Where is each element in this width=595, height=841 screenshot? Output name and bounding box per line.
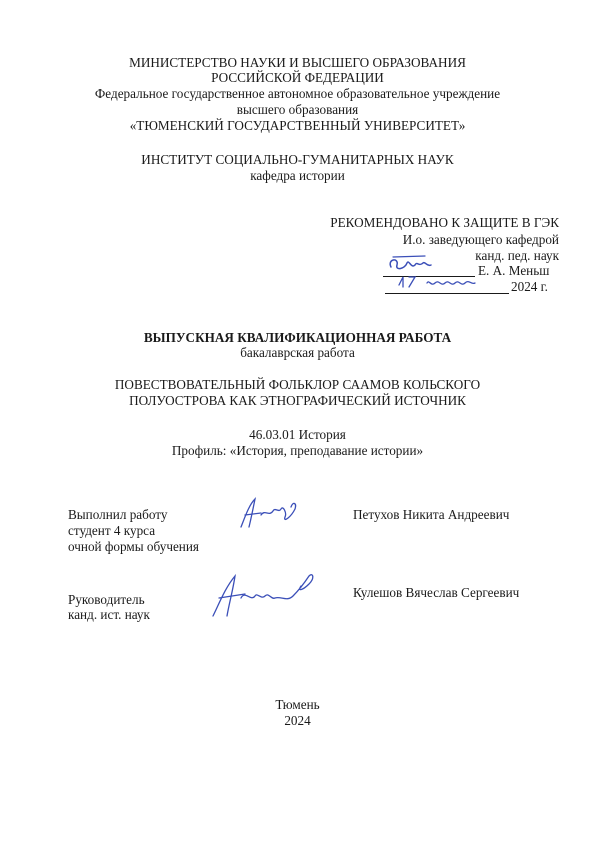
- supervisor-label-1: Руководитель: [68, 592, 145, 607]
- work-type: ВЫПУСКНАЯ КВАЛИФИКАЦИОННАЯ РАБОТА: [143, 330, 452, 345]
- author-label-3: очной формы обучения: [68, 539, 199, 554]
- program-code: 46.03.01 История: [249, 427, 346, 442]
- department-name: кафедра истории: [250, 168, 345, 183]
- approval-degree: канд. пед. наук: [475, 248, 559, 263]
- author-name: Петухов Никита Андреевич: [353, 507, 510, 522]
- approval-position: И.о. заведующего кафедрой: [402, 232, 559, 247]
- head-name: Е. А. Меньш: [478, 263, 550, 278]
- author-label-1: Выполнил работу: [68, 507, 168, 522]
- institution-type: Федеральное государственное автономное образовательное учреждение: [94, 86, 501, 101]
- ministry-line-1: МИНИСТЕРСТВО НАУКИ И ВЫСШЕГО ОБРАЗОВАНИЯ: [129, 55, 466, 70]
- approval-year: 2024 г.: [511, 279, 548, 294]
- institution-level: высшего образования: [236, 102, 359, 117]
- author-label-2: студент 4 курса: [68, 523, 156, 538]
- handwritten-date-icon: [395, 273, 495, 291]
- work-title-line-1: ПОВЕСТВОВАТЕЛЬНЫЙ ФОЛЬКЛОР СААМОВ КОЛЬСКОГО: [114, 377, 481, 392]
- city: Тюмень: [275, 697, 320, 712]
- work-subtype: бакалаврская работа: [240, 345, 355, 360]
- ministry-line-2: РОССИЙСКОЙ ФЕДЕРАЦИИ: [211, 70, 384, 85]
- footer-year: 2024: [284, 713, 311, 728]
- supervisor-name: Кулешов Вячеслав Сергеевич: [353, 585, 520, 600]
- supervisor-label-2: канд. ист. наук: [68, 607, 150, 622]
- supervisor-signature-icon: [205, 568, 320, 623]
- work-title-line-2: ПОЛУОСТРОВА КАК ЭТНОГРАФИЧЕСКИЙ ИСТОЧНИК: [129, 393, 466, 408]
- university-name: «ТЮМЕНСКИЙ ГОСУДАРСТВЕННЫЙ УНИВЕРСИТЕТ»: [129, 118, 466, 133]
- institute-name: ИНСТИТУТ СОЦИАЛЬНО-ГУМАНИТАРНЫХ НАУК: [141, 152, 454, 167]
- approval-title: РЕКОМЕНДОВАНО К ЗАЩИТЕ В ГЭК: [330, 215, 559, 230]
- author-signature-icon: [235, 495, 305, 533]
- head-signature-icon: [385, 253, 445, 275]
- program-profile: Профиль: «История, преподавание истории»: [171, 443, 424, 458]
